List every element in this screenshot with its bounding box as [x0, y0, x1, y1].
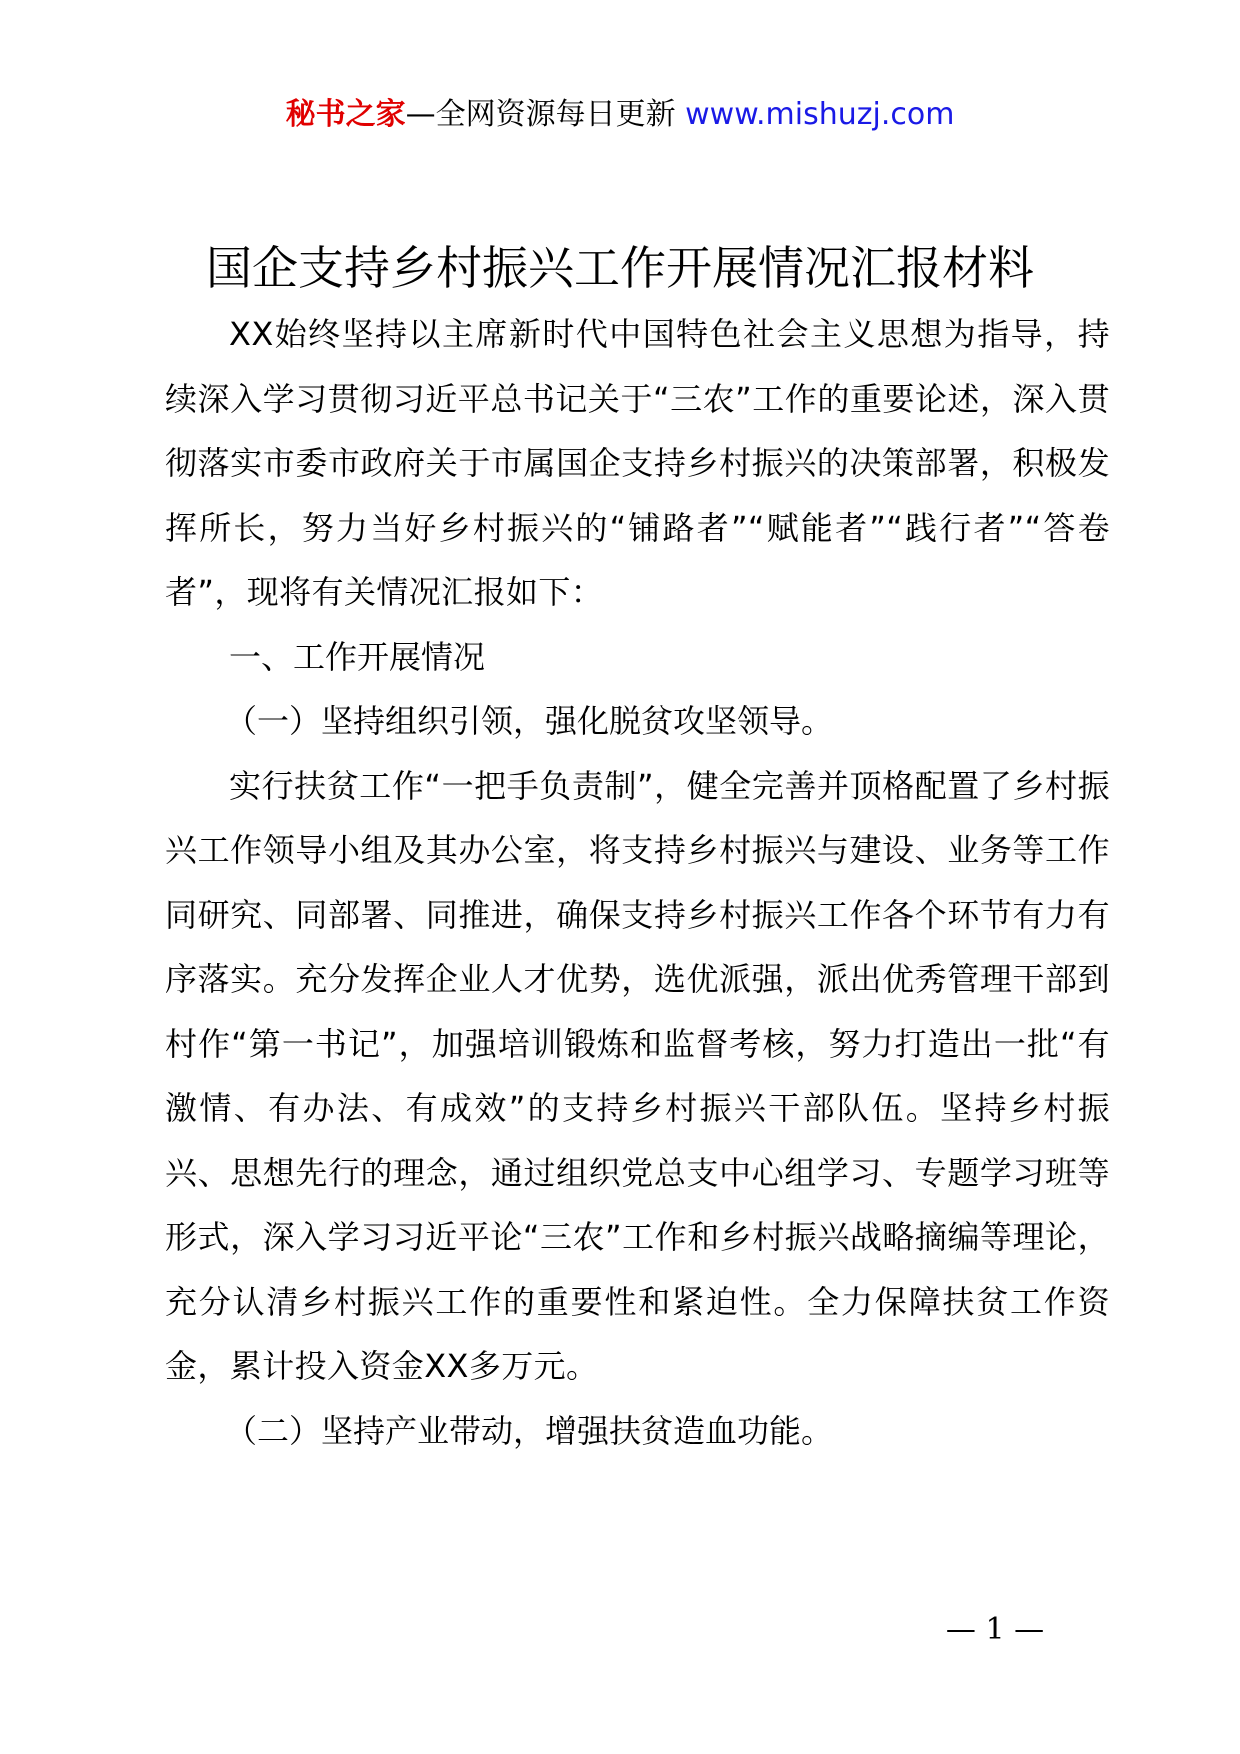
subsection-1-paragraph: 实行扶贫工作“一把手负责制”，健全完善并顶格配置了乡村振兴工作领导小组及其办公室，将支持乡村振兴与建设、业务等工作同研究、同部署、同推进，确保支持乡村振兴工作各个环节有力有序落实。充分发挥企业人才优势，选优派强，派出优秀管理干部到村作“第一书记”，加强培训锻炼和监督考核，努力打造出一批“有激情、有办法、有成效”的支持乡村振兴干部队伍。坚持乡村振兴、思想先行的理念，通过组织党总支中心组学习、专题学习班等形式，深入学习习近平论“三农”工作和乡村振兴战略摘编等理论，充分认清乡村振兴工作的重要性和紧迫性。全力保障扶贫工作资金，累计投入资金XX多万元。 [165, 766, 1110, 1385]
document-body [165, 302, 1110, 1463]
header-tagline: —全网资源每日更新 [405, 97, 686, 132]
site-url-link[interactable]: www.mishuzj.com [685, 97, 955, 132]
site-header [0, 95, 1240, 135]
section-heading-1: 一、工作开展情况 [229, 637, 486, 676]
document-title: 国企支持乡村振兴工作开展情况汇报材料 [206, 241, 1034, 295]
subsection-heading-1: （一）坚持组织引领，强化脱贫攻坚领导。 [225, 702, 834, 740]
subsection-heading-2: （二）坚持产业带动，增强扶贫造血功能。 [225, 1411, 834, 1450]
brand-name: 秘书之家 [285, 97, 406, 132]
page-number: — 1 — [945, 1612, 1045, 1647]
intro-paragraph: XX始终坚持以主席新时代中国特色社会主义思想为指导，持续深入学习贯彻习近平总书记关于“三农”工作的重要论述，深入贯彻落实市委市政府关于市属国企支持乡村振兴的决策部署，积极发挥所长，努力当好乡村振兴的“铺路者”“赋能者”“践行者”“答卷者”，现将有关情况汇报如下： [165, 315, 1110, 611]
